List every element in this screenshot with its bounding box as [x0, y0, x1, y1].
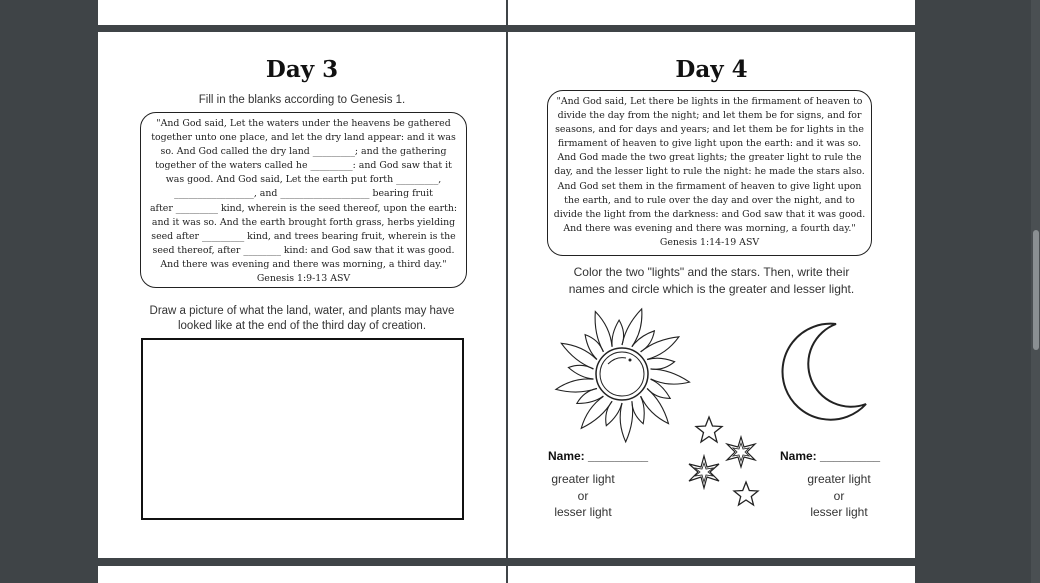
draw-prompt-line: looked like at the end of the third day of creation. — [177, 320, 427, 332]
day3-verse-box — [140, 112, 467, 288]
sun-ray — [620, 401, 632, 442]
sun-ray — [641, 337, 679, 360]
verse-line: "And God said, Let the waters under the heavens be gathered — [156, 118, 451, 129]
day3-drawing-box — [141, 338, 464, 520]
verse-citation: Genesis 1:14-19 ASV — [659, 236, 760, 248]
moon-choice-label — [798, 471, 880, 521]
sun-ray — [622, 309, 642, 347]
day3-draw-prompt — [98, 304, 506, 334]
verse-line: "And God said, Let there be lights in the firmament of heaven to — [556, 96, 863, 107]
greater-light-label: greater light — [807, 472, 871, 486]
next-page-left — [98, 566, 506, 583]
verse-line: divide the day from the night; and let them be for signs, and for — [557, 110, 862, 122]
verse-line: day, and the lesser light to rule the night: he made the stars also. — [554, 166, 865, 178]
day4-verse-box — [547, 90, 872, 256]
verse-line: together unto one place, and let the dry land appear: and it was — [151, 132, 456, 144]
star-icon — [724, 435, 758, 469]
star-icon — [732, 480, 760, 508]
day3-page — [98, 32, 506, 558]
previous-page-left — [98, 0, 506, 25]
verse-line: together of the waters called he _________: and God saw that it — [155, 160, 452, 172]
star-icon — [694, 415, 724, 445]
moon-icon — [754, 316, 874, 424]
sun-ray — [606, 401, 622, 425]
verse-line: And there was evening and there was morning, a third day." — [160, 258, 447, 270]
moon-name-field: Name: _________ — [780, 449, 881, 463]
verse-line: seasons, and for days and years; and let them be for lights in the — [555, 124, 864, 136]
star-icon — [686, 454, 722, 490]
sun-ray — [556, 379, 597, 392]
previous-page-right — [508, 0, 915, 25]
day3-title: Day 3 — [265, 56, 339, 83]
sun-ray — [632, 396, 644, 423]
verse-line: and it was so. And the earth brought forth grass, herbs yielding — [151, 216, 456, 228]
lesser-light-label: lesser light — [554, 505, 612, 519]
sun-ray — [641, 389, 669, 424]
verse-line: the earth, and to rule over the day and over the night, and to — [564, 194, 855, 206]
day4-page — [508, 32, 915, 558]
sun-name-field: Name: _________ — [548, 449, 649, 463]
sun-icon — [546, 298, 696, 444]
verse-line: firmament of heaven to give light upon the earth: and it was so. — [557, 138, 862, 150]
sun-ray — [612, 320, 624, 347]
scrollbar-thumb[interactable] — [1033, 230, 1039, 350]
verse-line: after _________ kind, wherein is the seed thereof, upon the earth: — [149, 202, 458, 214]
verse-line: seed thereof, after ________ kind: and God saw that it was good. — [152, 244, 455, 256]
verse-line: And God made the two great lights; the greater light to rule the — [557, 152, 862, 164]
day4-title: Day 4 — [675, 56, 748, 83]
day4-instruction — [508, 264, 915, 298]
or-label: or — [833, 488, 845, 503]
sun-ray — [581, 396, 612, 428]
or-label: or — [577, 488, 589, 503]
sun-ray — [595, 312, 612, 352]
verse-line: And there was evening and there was morning, a fourth day." — [563, 222, 856, 234]
verse-citation: Genesis 1:9-13 ASV — [256, 273, 351, 285]
sun-ray — [647, 358, 674, 369]
verse-line: And God set them in the firmament of heaven to give light upon — [557, 180, 862, 192]
verse-line: _________________, and ___________________ bearing fruit — [174, 188, 433, 200]
verse-line: divide the light from the darkness: and God saw that it was good. — [553, 208, 866, 220]
verse-line: was good. And God said, Let the earth put forth _________, — [165, 174, 442, 186]
next-page-right — [508, 566, 915, 583]
verse-line: seed after _________ kind, and trees bearing fruit, wherein is the — [151, 230, 456, 242]
day3-instruction: Fill in the blanks according to Genesis 1. — [198, 94, 406, 106]
greater-light-label: greater light — [551, 472, 615, 486]
instruction-line: Color the two "lights" and the stars. Then, write their — [573, 265, 850, 279]
instruction-line: names and circle which is the greater and lesser light. — [568, 282, 855, 296]
lesser-light-label: lesser light — [810, 505, 868, 519]
verse-line: so. And God called the dry land _________; and the gathering — [160, 146, 447, 158]
sun-choice-label — [542, 471, 624, 521]
draw-prompt-line: Draw a picture of what the land, water, and plants may have — [149, 305, 455, 317]
